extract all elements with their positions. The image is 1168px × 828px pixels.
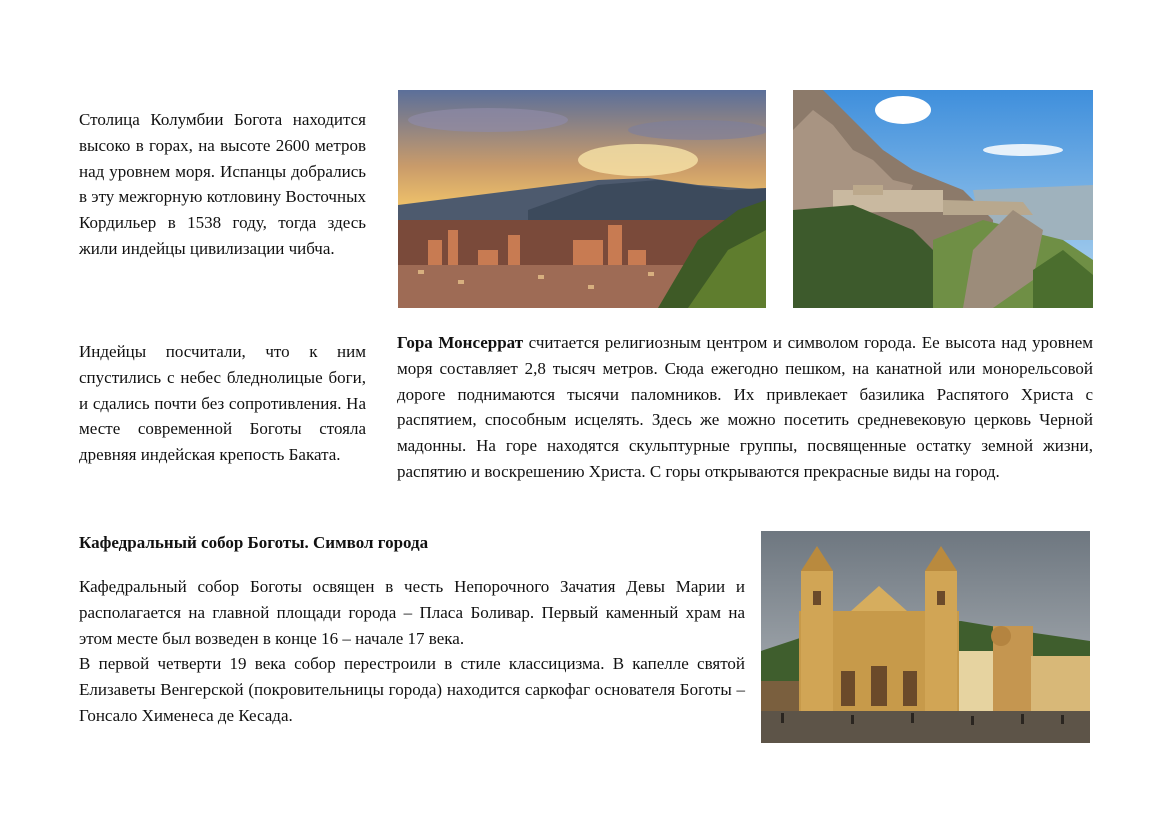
intro-text: Столица Колумбии Богота находится высоко в горах, на высоте 2600 метров над уровнем моря. Испанцы добрались в эту межгорную котловину Восточных Кордильер в 1538 году, тогда здесь жили индейцы цивилизации чибча. (79, 110, 366, 258)
intro-paragraph (79, 107, 366, 262)
cathedral-paragraph-1: Кафедральный собор Боготы освящен в честь Непорочного Зачатия Девы Марии и располагается на главной площади города – Пласа Боливар. Первый каменный храм на этом месте был возведен в конце 16 – начале 17 века. (79, 577, 745, 648)
montserrat-mountain-photo (793, 90, 1093, 308)
cathedral-photo (761, 531, 1090, 743)
indians-paragraph (79, 339, 366, 468)
monserrat-body (397, 330, 1093, 485)
monserrat-paragraph (397, 330, 1093, 485)
monserrat-text: считается религиозным центром и символом города. Ее высота над уровнем моря составляет 2,8 тысяч метров. Сюда ежегодно пешком, на канатной или монорельсовой дороге поднимаются тысячи паломников. Их привлекает базилика Распятого Христа с распятием, способным исцелять. Здесь же можно посетить средневековую церковь Черной мадонны. На горе находятся скульптурные группы, посвященные остатку земной жизни, распятию и воскрешению Христа. С горы открываются прекрасные виды на город. (397, 333, 1093, 481)
monserrat-bold-title: Гора Монсеррат (397, 333, 524, 352)
cathedral-heading: Кафедральный собор Боготы. Символ города (79, 533, 429, 552)
bogota-city-photo (398, 90, 766, 308)
cathedral-paragraph-2: В первой четверти 19 века собор перестроили в стиле классицизма. В капелле святой Елизаветы Венгерской (покровительницы города) находится саркофаг основателя Боготы – Гонсало Хименеса де Кесада. (79, 654, 745, 725)
cathedral-paragraph (79, 574, 745, 729)
indians-text: Индейцы посчитали, что к ним спустились с небес бледнолицые боги, и сдались почти без сопротивления. На месте современной Боготы стояла древняя индейская крепость Баката. (79, 342, 366, 465)
